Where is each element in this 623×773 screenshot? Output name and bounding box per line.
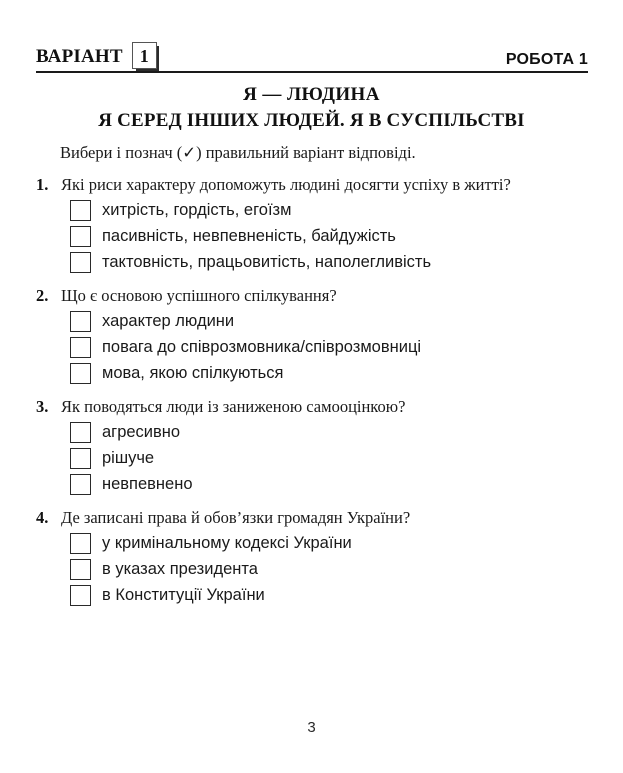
header-divider <box>36 71 588 73</box>
question-block <box>36 175 596 275</box>
variant-group <box>36 42 157 70</box>
question-header <box>36 397 596 417</box>
answer-checkbox[interactable] <box>70 311 91 332</box>
answer-option[interactable] <box>36 249 596 275</box>
question-header <box>36 175 596 195</box>
answer-checkbox[interactable] <box>70 200 91 221</box>
answer-option-label: характер людини <box>102 311 235 330</box>
answer-checkbox[interactable] <box>70 226 91 247</box>
question-text: Що є основою успішного спілкування? <box>61 286 337 305</box>
question-block <box>36 508 596 608</box>
instruction-text: Вибери і познач (✓) правильний варіант відповіді. <box>60 143 416 162</box>
answer-options <box>36 530 596 608</box>
answer-checkbox[interactable] <box>70 252 91 273</box>
questions-list <box>36 175 596 619</box>
answer-option-label: мова, якою спілкуються <box>102 363 284 382</box>
question-block <box>36 286 596 386</box>
question-number: 4. <box>36 508 49 527</box>
answer-option-label: у кримінальному кодексі України <box>102 533 352 552</box>
answer-checkbox[interactable] <box>70 533 91 554</box>
question-number: 3. <box>36 397 49 416</box>
answer-checkbox[interactable] <box>70 337 91 358</box>
answer-option[interactable] <box>36 308 596 334</box>
answer-option[interactable] <box>36 582 596 608</box>
answer-option[interactable] <box>36 556 596 582</box>
answer-checkbox[interactable] <box>70 363 91 384</box>
answer-option-label: повага до співрозмовника/співрозмовниці <box>102 337 422 356</box>
answer-checkbox[interactable] <box>70 474 91 495</box>
answer-option-label: невпевнено <box>102 474 193 493</box>
page-title: Я — ЛЮДИНА <box>243 84 380 105</box>
question-block <box>36 397 596 497</box>
page-header <box>36 40 588 70</box>
answer-option[interactable] <box>36 530 596 556</box>
question-number: 1. <box>36 175 49 194</box>
answer-option[interactable] <box>36 360 596 386</box>
question-number: 2. <box>36 286 49 305</box>
question-text: Де записані права й обов’язки громадян України? <box>61 508 411 527</box>
variant-label: ВАРІАНТ <box>36 45 123 67</box>
work-label: РОБОТА 1 <box>505 51 588 68</box>
question-text: Які риси характеру допоможуть людині досягти успіху в житті? <box>61 175 511 194</box>
variant-number: 1 <box>139 45 149 66</box>
answer-option-label: пасивність, невпевненість, байдужість <box>102 226 396 245</box>
answer-option[interactable] <box>36 223 596 249</box>
answer-option[interactable] <box>36 197 596 223</box>
page-subtitle: Я СЕРЕД ІНШИХ ЛЮДЕЙ. Я В СУСПІЛЬСТВІ <box>98 110 525 131</box>
answer-options <box>36 419 596 497</box>
answer-checkbox[interactable] <box>70 448 91 469</box>
answer-option[interactable] <box>36 471 596 497</box>
answer-checkbox[interactable] <box>70 585 91 606</box>
answer-option[interactable] <box>36 445 596 471</box>
answer-option-label: рішуче <box>102 448 155 467</box>
answer-option-label: тактовність, працьовитість, наполегливість <box>102 252 432 271</box>
answer-checkbox[interactable] <box>70 559 91 580</box>
question-header <box>36 508 596 528</box>
answer-option-label: агресивно <box>102 422 181 441</box>
question-header <box>36 286 596 306</box>
page-number: 3 <box>307 719 316 736</box>
variant-number-box <box>132 42 157 69</box>
answer-option-label: в указах президента <box>102 559 258 578</box>
answer-option-label: в Конституції України <box>102 585 265 604</box>
answer-option-label: хитрість, гордість, егоїзм <box>102 200 292 219</box>
answer-options <box>36 308 596 386</box>
answer-checkbox[interactable] <box>70 422 91 443</box>
question-text: Як поводяться люди із заниженою самооцінкою? <box>61 397 406 416</box>
answer-options <box>36 197 596 275</box>
answer-option[interactable] <box>36 334 596 360</box>
answer-option[interactable] <box>36 419 596 445</box>
